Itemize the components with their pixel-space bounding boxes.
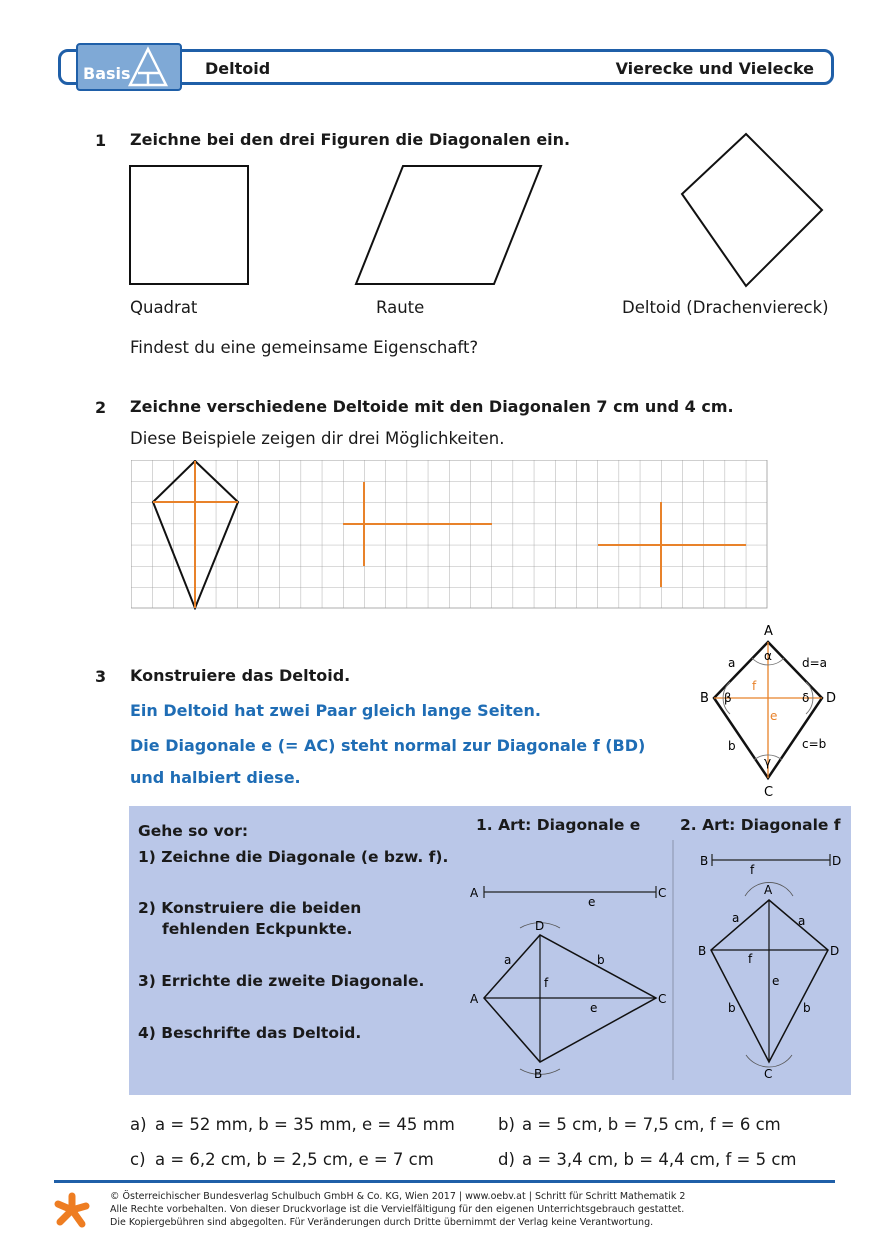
method2-title: 2. Art: Diagonale f — [680, 816, 841, 834]
m2-label-e: e — [772, 974, 780, 988]
task1-figures — [120, 130, 840, 300]
procedure-step-2: 2) Konstruiere die beiden — [138, 899, 362, 917]
task3-fact-1: Ein Deltoid hat zwei Paar gleich lange Seiten. — [130, 701, 541, 720]
footer-line-2: Alle Rechte vorbehalten. Von dieser Druckvorlage ist die Vervielfältigung für den eigenen Unterrichtsgebrauch gestattet. — [110, 1204, 685, 1215]
page-topic: Vierecke und Vielecke — [615, 59, 814, 78]
m1-label-D: D — [535, 919, 545, 933]
square-figure — [130, 166, 248, 284]
label-quadrat: Quadrat — [130, 298, 198, 317]
m1-label-a: a — [504, 953, 512, 967]
ref-label-e: e — [770, 709, 778, 723]
rhombus-figure — [356, 166, 541, 284]
procedure-title: Gehe so vor: — [138, 822, 249, 840]
exercise-b-label: b) — [498, 1115, 515, 1134]
ref-label-b: b — [728, 739, 736, 753]
exercise-a-text: a = 52 mm, b = 35 mm, e = 45 mm — [155, 1115, 455, 1134]
kite-figure — [682, 134, 822, 286]
ref-label-A: A — [764, 624, 773, 639]
m2-label-a2: a — [798, 914, 806, 928]
task1-instruction: Zeichne bei den drei Figuren die Diagonalen ein. — [130, 130, 571, 149]
procedure-step-2b: fehlenden Eckpunkte. — [162, 920, 353, 938]
ref-label-beta: β — [724, 691, 732, 705]
m1-label-f: f — [544, 976, 549, 990]
task3-number: 3 — [95, 667, 107, 686]
ref-label-cb: c=b — [802, 737, 827, 751]
m1-label-B: B — [534, 1067, 543, 1081]
footer-line-3: Die Kopiergebühren sind abgegolten. Für Veränderungen durch Dritte übernimmt der Verlag keine Verantwortung. — [110, 1217, 654, 1228]
task1-number: 1 — [95, 131, 107, 150]
exercise-b-text: a = 5 cm, b = 7,5 cm, f = 6 cm — [522, 1115, 781, 1134]
exercise-d-label: d) — [498, 1150, 515, 1169]
m2-label-f: f — [748, 952, 753, 966]
procedure-step-4: 4) Beschrifte das Deltoid. — [138, 1024, 362, 1042]
m1-seg-A: A — [470, 886, 479, 900]
footer-line-1: © Österreichischer Bundesverlag Schulbuch GmbH & Co. KG, Wien 2017 | www.oebv.at | Schritt für Schritt Mathematik 2 — [110, 1191, 686, 1202]
m2-label-b2: b — [803, 1001, 811, 1015]
m2-seg-D: D — [832, 854, 842, 868]
task1-question: Findest du eine gemeinsame Eigenschaft? — [130, 338, 479, 357]
m1-seg-C: C — [658, 886, 667, 900]
exercise-c-text: a = 6,2 cm, b = 2,5 cm, e = 7 cm — [155, 1150, 434, 1169]
m2-seg-B: B — [700, 854, 709, 868]
grid-examples — [131, 460, 771, 610]
footer-divider — [54, 1180, 835, 1183]
task2-number: 2 — [95, 398, 107, 417]
exercise-d-text: a = 3,4 cm, b = 4,4 cm, f = 5 cm — [522, 1150, 797, 1169]
ref-label-D: D — [826, 691, 837, 706]
ref-label-B: B — [700, 691, 709, 706]
m2-label-a1: a — [732, 911, 740, 925]
m1-seg-e: e — [588, 895, 596, 909]
ref-label-f: f — [752, 679, 757, 693]
ref-label-da: d=a — [802, 656, 828, 670]
procedure-step-1: 1) Zeichne die Diagonale (e bzw. f). — [138, 848, 449, 866]
exercise-c-label: c) — [130, 1150, 146, 1169]
m1-label-e: e — [590, 1001, 598, 1015]
m1-label-C: C — [658, 992, 667, 1006]
m2-label-C: C — [764, 1067, 773, 1081]
procedure-step-3: 3) Errichte die zweite Diagonale. — [138, 972, 425, 990]
m1-label-A: A — [470, 992, 479, 1006]
task2-instruction: Zeichne verschiedene Deltoide mit den Diagonalen 7 cm und 4 cm. — [130, 397, 734, 416]
m2-label-b1: b — [728, 1001, 736, 1015]
m2-label-D: D — [830, 944, 840, 958]
page-title: Deltoid — [205, 59, 271, 78]
badge-label: Basis — [83, 64, 131, 83]
m2-seg-f: f — [750, 863, 755, 877]
ref-label-C: C — [764, 785, 774, 800]
task3-instruction: Konstruiere das Deltoid. — [130, 666, 351, 685]
task3-fact-2: Die Diagonale e (= AC) steht normal zur Diagonale f (BD) — [130, 736, 646, 755]
ref-label-alpha: α — [764, 649, 772, 663]
ref-label-delta: δ — [802, 691, 810, 705]
footer-text — [110, 1190, 685, 1229]
publisher-logo-icon — [52, 1190, 92, 1230]
label-raute: Raute — [376, 298, 425, 317]
m1-label-b: b — [597, 953, 605, 967]
reference-deltoid — [690, 620, 850, 805]
m2-label-A: A — [764, 883, 773, 897]
method1-title: 1. Art: Diagonale e — [476, 816, 641, 834]
label-deltoid: Deltoid (Drachenviereck) — [622, 298, 829, 317]
ref-label-gamma: γ — [764, 755, 772, 769]
task2-hint: Diese Beispiele zeigen dir drei Möglichkeiten. — [130, 429, 505, 448]
construction-diagrams — [460, 840, 850, 1085]
ref-label-a: a — [728, 656, 736, 670]
m2-label-B: B — [698, 944, 707, 958]
task3-fact-3: und halbiert diese. — [130, 768, 301, 787]
exercise-a-label: a) — [130, 1115, 147, 1134]
